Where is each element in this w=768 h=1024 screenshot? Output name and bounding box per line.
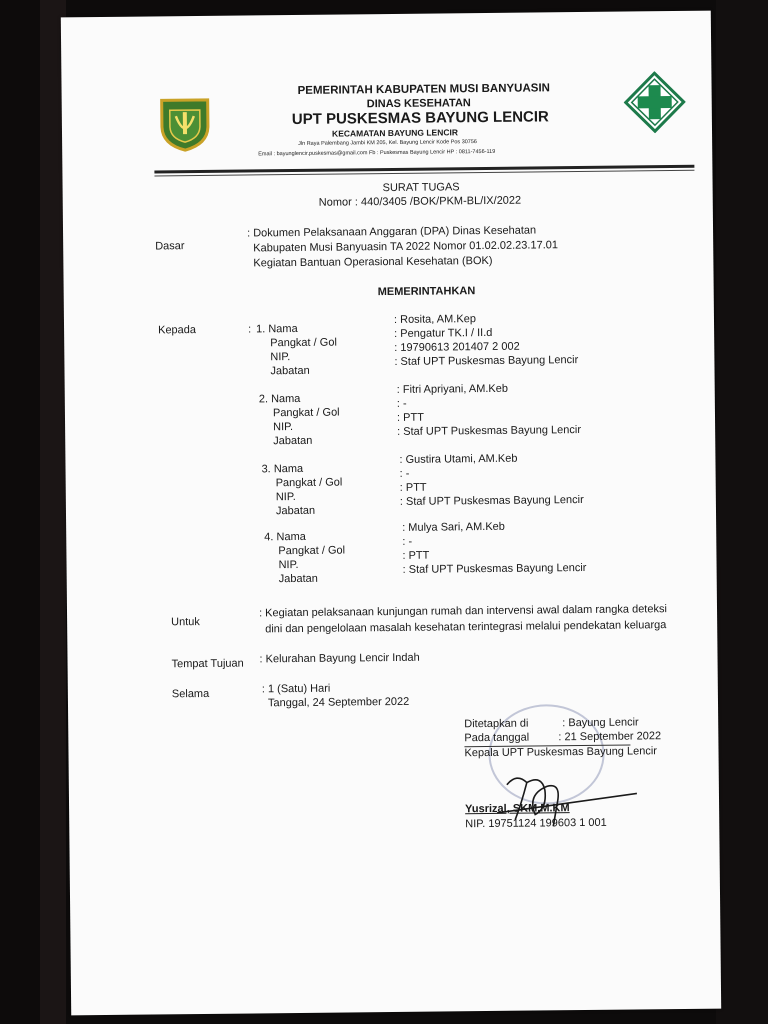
person-2-nip-label: NIP. bbox=[273, 421, 294, 434]
person-4-rank-label: Pangkat / Gol bbox=[278, 544, 346, 558]
person-3-name: : Gustira Utami, AM.Keb bbox=[399, 452, 518, 466]
header-institution: UPT PUSKESMAS BAYUNG LENCIR bbox=[291, 108, 549, 129]
person-4-position: : Staf UPT Puskesmas Bayung Lencir bbox=[402, 561, 587, 576]
header-department: DINAS KESEHATAN bbox=[366, 97, 471, 111]
header-district: KECAMATAN BAYUNG LENCIR bbox=[331, 127, 459, 139]
dasar-line-3: Kegiatan Bantuan Operasional Kesehatan (BOK) bbox=[253, 254, 493, 270]
untuk-label: Untuk bbox=[171, 616, 200, 629]
person-2-rank-label: Pangkat / Gol bbox=[272, 406, 340, 420]
person-3-nip: : PTT bbox=[399, 481, 427, 494]
person-3-position: : Staf UPT Puskesmas Bayung Lencir bbox=[399, 493, 584, 508]
tujuan-value: : Kelurahan Bayung Lencir Indah bbox=[259, 651, 420, 666]
selama-label: Selama bbox=[171, 687, 210, 701]
person-1-name: : Rosita, AM.Kep bbox=[393, 313, 476, 326]
facebook-value: Fb : Puskesmas Bayung Lencir bbox=[368, 149, 446, 157]
doc-number-value: 440/3405 /BOK/PKM-BL/IX/2022 bbox=[360, 194, 522, 209]
person-2-name: : Fitri Apriyani, AM.Keb bbox=[396, 382, 509, 396]
dasar-label: Dasar bbox=[155, 240, 185, 253]
signatory-position: Kepala UPT Puskesmas Bayung Lencir bbox=[464, 745, 657, 760]
kepada-colon: : bbox=[248, 323, 252, 336]
doc-title: SURAT TUGAS bbox=[382, 181, 460, 195]
person-1-nip-label: NIP. bbox=[270, 351, 291, 364]
person-1-rank: : Pengatur TK.I / II.d bbox=[394, 326, 493, 340]
doc-number-label: Nomor : bbox=[318, 196, 358, 209]
person-3-rank: : - bbox=[399, 467, 410, 480]
dasar-line-2: Kabupaten Musi Banyuasin TA 2022 Nomor 01.02.02.23.17.01 bbox=[253, 239, 559, 255]
person-2-position: : Staf UPT Puskesmas Bayung Lencir bbox=[397, 424, 582, 438]
ditetapkan-label: Ditetapkan di bbox=[464, 717, 529, 731]
signatory-name: Yusrizal, SKM.M.KM bbox=[465, 802, 570, 816]
header-contacts bbox=[258, 149, 495, 157]
doc-number bbox=[319, 195, 522, 209]
tanggal-label: Pada tanggal bbox=[464, 731, 530, 745]
person-1-nip: : 19790613 201407 2 002 bbox=[394, 340, 520, 354]
signatory-nip: NIP. 19751124 199603 1 001 bbox=[465, 816, 607, 831]
command-heading: MEMERINTAHKAN bbox=[377, 285, 476, 299]
person-1-position-label: Jabatan bbox=[270, 364, 310, 378]
person-3-position-label: Jabatan bbox=[275, 504, 316, 518]
person-4-nip: : PTT bbox=[402, 549, 430, 562]
person-2-position-label: Jabatan bbox=[273, 434, 313, 448]
tanggal-value: : 21 September 2022 bbox=[558, 730, 662, 744]
header-government: PEMERINTAH KABUPATEN MUSI BANYUASIN bbox=[297, 82, 550, 97]
background-edge-right bbox=[716, 0, 768, 1024]
person-4-nip-label: NIP. bbox=[278, 558, 299, 572]
person-1-position: : Staf UPT Puskesmas Bayung Lencir bbox=[394, 354, 579, 368]
untuk-line-1: : Kegiatan pelaksanaan kunjungan rumah dan intervensi awal dalam rangka deteksi bbox=[258, 603, 667, 620]
ditetapkan-value: : Bayung Lencir bbox=[562, 716, 639, 730]
person-4-name-label: 4. Nama bbox=[264, 530, 306, 544]
selama-line-1: : 1 (Satu) Hari bbox=[261, 682, 331, 696]
kemenkes-cross-logo-icon bbox=[623, 71, 686, 134]
person-4-position-label: Jabatan bbox=[278, 572, 318, 586]
person-3-nip-label: NIP. bbox=[275, 490, 296, 504]
phone-value: HP : 0811-7456-119 bbox=[446, 148, 496, 156]
person-2-name-label: 2. Nama bbox=[258, 392, 301, 406]
kepada-label: Kepada bbox=[158, 324, 197, 337]
person-3-rank-label: Pangkat / Gol bbox=[275, 476, 343, 490]
person-2-nip: : PTT bbox=[396, 411, 424, 424]
person-1-name-label: 1. Nama bbox=[256, 322, 298, 336]
tujuan-label: Tempat Tujuan bbox=[171, 657, 244, 671]
person-4-rank: : - bbox=[402, 535, 413, 548]
selama-line-2: Tanggal, 24 September 2022 bbox=[267, 695, 410, 710]
person-4-name: : Mulya Sari, AM.Keb bbox=[402, 520, 505, 534]
person-2-rank: : - bbox=[396, 397, 407, 410]
dasar-line-1: : Dokumen Pelaksanaan Anggaran (DPA) Dinas Kesehatan bbox=[247, 224, 537, 240]
letter-paper bbox=[61, 11, 721, 1016]
untuk-line-2: dini dan pengelolaan masalah kesehatan terintegrasi melalui pendekatan keluarga bbox=[265, 619, 667, 636]
musi-banyuasin-logo-icon bbox=[158, 96, 213, 153]
person-1-rank-label: Pangkat / Gol bbox=[270, 336, 337, 350]
email-label: Email : bbox=[258, 151, 276, 158]
header-address: Jln Raya Palembang Jambi KM 205, Kel. Bayung Lencir Kode Pos 30756 bbox=[298, 139, 478, 147]
email-value: bayunglencir.puskesmas@gmail.com bbox=[276, 150, 368, 158]
person-3-name-label: 3. Nama bbox=[261, 462, 304, 476]
